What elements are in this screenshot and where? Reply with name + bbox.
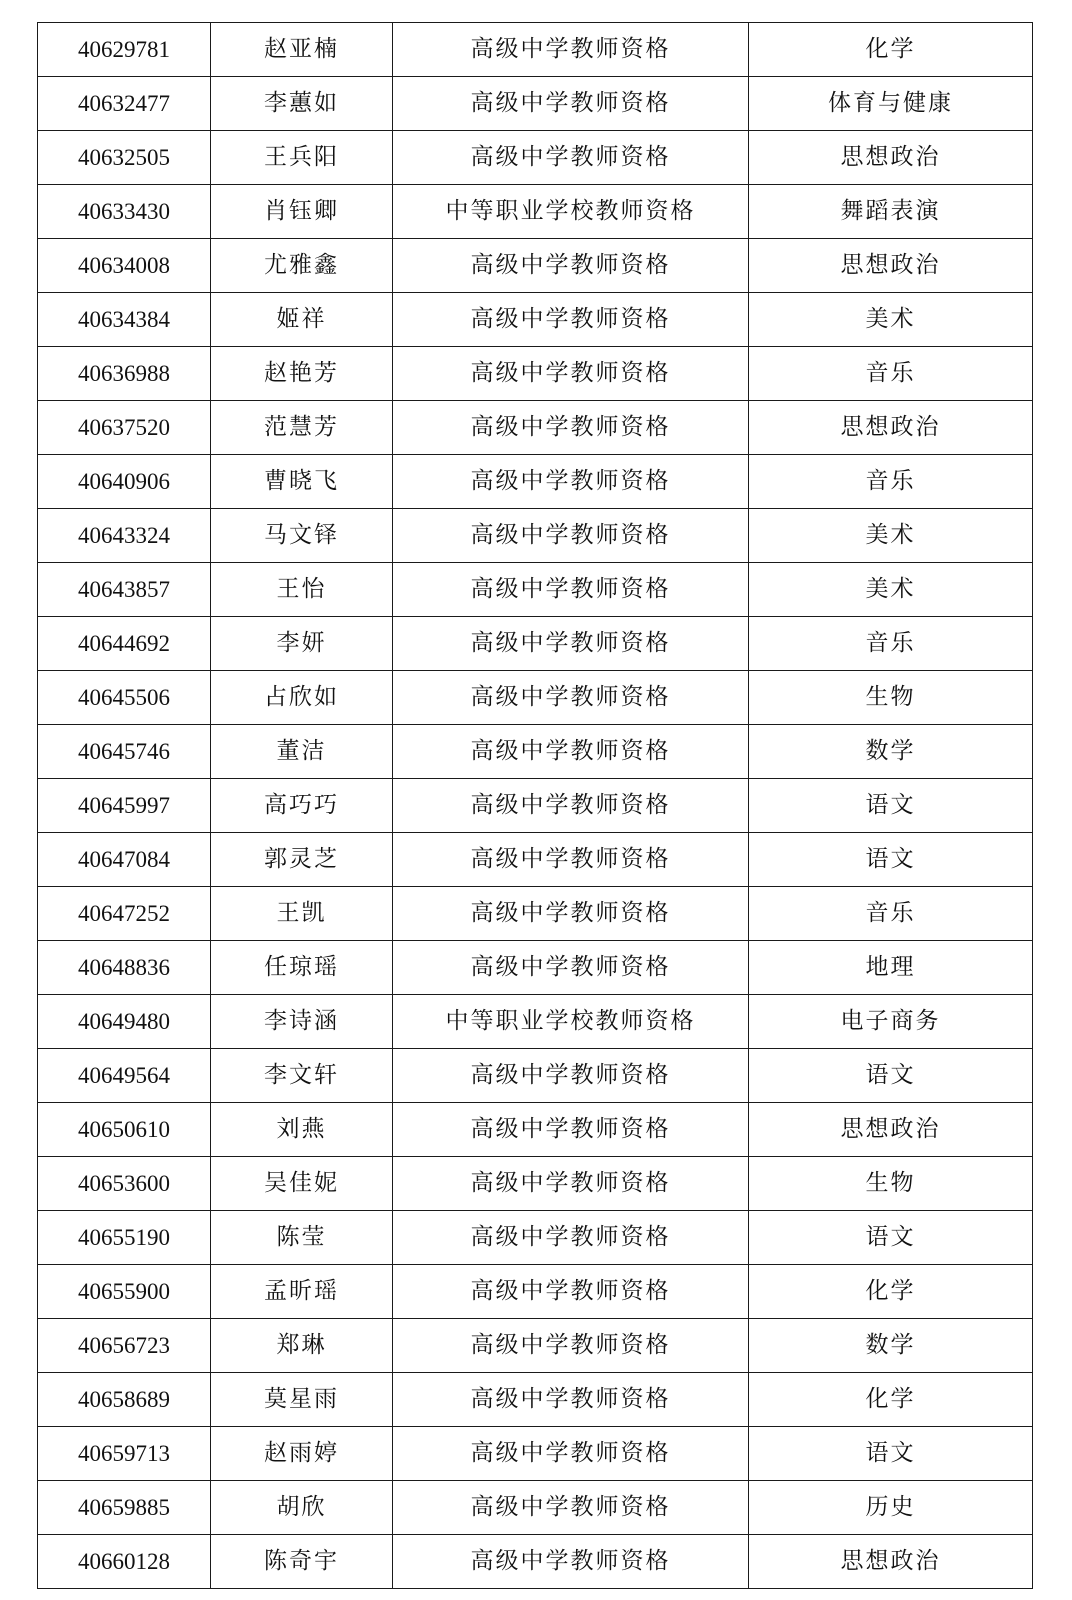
certificate-type-cell: 高级中学教师资格: [393, 347, 749, 401]
candidate-id-cell: 40637520: [38, 401, 211, 455]
table-row: [38, 1265, 1033, 1319]
candidate-id-cell: 40648836: [38, 941, 211, 995]
subject-cell: 地理: [749, 941, 1033, 995]
candidate-id-cell: 40656723: [38, 1319, 211, 1373]
roster-sheet: [37, 22, 1032, 1589]
table-row: [38, 1535, 1033, 1589]
subject-cell: 语文: [749, 1427, 1033, 1481]
subject-cell: 音乐: [749, 617, 1033, 671]
candidate-id-cell: 40647252: [38, 887, 211, 941]
table-row: [38, 455, 1033, 509]
certificate-type-cell: 高级中学教师资格: [393, 1535, 749, 1589]
candidate-id-cell: 40650610: [38, 1103, 211, 1157]
candidate-name-cell: 郭灵芝: [211, 833, 393, 887]
candidate-id-cell: 40655900: [38, 1265, 211, 1319]
candidate-name-cell: 陈奇宇: [211, 1535, 393, 1589]
certificate-type-cell: 高级中学教师资格: [393, 779, 749, 833]
candidate-name-cell: 李蕙如: [211, 77, 393, 131]
subject-cell: 美术: [749, 563, 1033, 617]
subject-cell: 思想政治: [749, 1103, 1033, 1157]
table-row: [38, 1211, 1033, 1265]
subject-cell: 化学: [749, 23, 1033, 77]
candidate-id-cell: 40643857: [38, 563, 211, 617]
table-body: [38, 23, 1033, 1589]
candidate-name-cell: 曹晓飞: [211, 455, 393, 509]
candidate-id-cell: 40632477: [38, 77, 211, 131]
certificate-type-cell: 高级中学教师资格: [393, 1319, 749, 1373]
candidate-name-cell: 王怡: [211, 563, 393, 617]
subject-cell: 历史: [749, 1481, 1033, 1535]
subject-cell: 思想政治: [749, 239, 1033, 293]
certificate-type-cell: 高级中学教师资格: [393, 1481, 749, 1535]
candidate-id-cell: 40647084: [38, 833, 211, 887]
certificate-type-cell: 高级中学教师资格: [393, 671, 749, 725]
certificate-type-cell: 高级中学教师资格: [393, 77, 749, 131]
certificate-type-cell: 高级中学教师资格: [393, 1265, 749, 1319]
candidate-id-cell: 40633430: [38, 185, 211, 239]
table-row: [38, 1481, 1033, 1535]
candidate-name-cell: 占欣如: [211, 671, 393, 725]
subject-cell: 音乐: [749, 347, 1033, 401]
candidate-id-cell: 40658689: [38, 1373, 211, 1427]
teacher-qualification-table: [37, 22, 1033, 1589]
certificate-type-cell: 中等职业学校教师资格: [393, 185, 749, 239]
table-row: [38, 77, 1033, 131]
subject-cell: 数学: [749, 1319, 1033, 1373]
candidate-name-cell: 胡欣: [211, 1481, 393, 1535]
candidate-name-cell: 王凯: [211, 887, 393, 941]
subject-cell: 语文: [749, 833, 1033, 887]
candidate-name-cell: 莫星雨: [211, 1373, 393, 1427]
table-row: [38, 887, 1033, 941]
subject-cell: 思想政治: [749, 1535, 1033, 1589]
candidate-name-cell: 姬祥: [211, 293, 393, 347]
table-row: [38, 401, 1033, 455]
candidate-id-cell: 40649480: [38, 995, 211, 1049]
candidate-name-cell: 吴佳妮: [211, 1157, 393, 1211]
candidate-id-cell: 40644692: [38, 617, 211, 671]
table-row: [38, 941, 1033, 995]
candidate-id-cell: 40645746: [38, 725, 211, 779]
subject-cell: 美术: [749, 293, 1033, 347]
certificate-type-cell: 高级中学教师资格: [393, 887, 749, 941]
candidate-name-cell: 李文轩: [211, 1049, 393, 1103]
candidate-id-cell: 40632505: [38, 131, 211, 185]
table-row: [38, 617, 1033, 671]
table-row: [38, 185, 1033, 239]
candidate-name-cell: 范慧芳: [211, 401, 393, 455]
table-row: [38, 995, 1033, 1049]
table-row: [38, 1049, 1033, 1103]
certificate-type-cell: 高级中学教师资格: [393, 455, 749, 509]
table-row: [38, 563, 1033, 617]
certificate-type-cell: 高级中学教师资格: [393, 833, 749, 887]
certificate-type-cell: 高级中学教师资格: [393, 509, 749, 563]
candidate-id-cell: 40645997: [38, 779, 211, 833]
candidate-id-cell: 40636988: [38, 347, 211, 401]
subject-cell: 语文: [749, 1211, 1033, 1265]
candidate-name-cell: 王兵阳: [211, 131, 393, 185]
candidate-id-cell: 40645506: [38, 671, 211, 725]
subject-cell: 思想政治: [749, 131, 1033, 185]
candidate-name-cell: 李诗涵: [211, 995, 393, 1049]
table-row: [38, 671, 1033, 725]
candidate-name-cell: 马文铎: [211, 509, 393, 563]
candidate-id-cell: 40629781: [38, 23, 211, 77]
candidate-name-cell: 陈莹: [211, 1211, 393, 1265]
candidate-name-cell: 孟昕瑶: [211, 1265, 393, 1319]
subject-cell: 思想政治: [749, 401, 1033, 455]
subject-cell: 音乐: [749, 887, 1033, 941]
candidate-id-cell: 40655190: [38, 1211, 211, 1265]
certificate-type-cell: 高级中学教师资格: [393, 1157, 749, 1211]
certificate-type-cell: 高级中学教师资格: [393, 239, 749, 293]
candidate-name-cell: 肖钰卿: [211, 185, 393, 239]
candidate-name-cell: 赵雨婷: [211, 1427, 393, 1481]
certificate-type-cell: 中等职业学校教师资格: [393, 995, 749, 1049]
certificate-type-cell: 高级中学教师资格: [393, 131, 749, 185]
table-row: [38, 1427, 1033, 1481]
candidate-name-cell: 赵亚楠: [211, 23, 393, 77]
subject-cell: 化学: [749, 1373, 1033, 1427]
candidate-name-cell: 高巧巧: [211, 779, 393, 833]
candidate-name-cell: 任琼瑶: [211, 941, 393, 995]
table-row: [38, 239, 1033, 293]
candidate-name-cell: 尤雅鑫: [211, 239, 393, 293]
certificate-type-cell: 高级中学教师资格: [393, 563, 749, 617]
table-row: [38, 509, 1033, 563]
subject-cell: 美术: [749, 509, 1033, 563]
table-row: [38, 1373, 1033, 1427]
certificate-type-cell: 高级中学教师资格: [393, 401, 749, 455]
candidate-name-cell: 董洁: [211, 725, 393, 779]
subject-cell: 电子商务: [749, 995, 1033, 1049]
certificate-type-cell: 高级中学教师资格: [393, 1103, 749, 1157]
candidate-name-cell: 刘燕: [211, 1103, 393, 1157]
table-row: [38, 23, 1033, 77]
candidate-id-cell: 40634384: [38, 293, 211, 347]
candidate-id-cell: 40643324: [38, 509, 211, 563]
table-row: [38, 293, 1033, 347]
candidate-name-cell: 赵艳芳: [211, 347, 393, 401]
table-row: [38, 725, 1033, 779]
candidate-name-cell: 李妍: [211, 617, 393, 671]
candidate-id-cell: 40659713: [38, 1427, 211, 1481]
table-row: [38, 131, 1033, 185]
candidate-id-cell: 40649564: [38, 1049, 211, 1103]
subject-cell: 数学: [749, 725, 1033, 779]
subject-cell: 化学: [749, 1265, 1033, 1319]
certificate-type-cell: 高级中学教师资格: [393, 1427, 749, 1481]
table-row: [38, 1319, 1033, 1373]
certificate-type-cell: 高级中学教师资格: [393, 293, 749, 347]
subject-cell: 生物: [749, 1157, 1033, 1211]
certificate-type-cell: 高级中学教师资格: [393, 1049, 749, 1103]
subject-cell: 舞蹈表演: [749, 185, 1033, 239]
candidate-id-cell: 40659885: [38, 1481, 211, 1535]
candidate-id-cell: 40640906: [38, 455, 211, 509]
certificate-type-cell: 高级中学教师资格: [393, 23, 749, 77]
table-row: [38, 1103, 1033, 1157]
candidate-name-cell: 郑琳: [211, 1319, 393, 1373]
certificate-type-cell: 高级中学教师资格: [393, 617, 749, 671]
subject-cell: 生物: [749, 671, 1033, 725]
subject-cell: 音乐: [749, 455, 1033, 509]
candidate-id-cell: 40660128: [38, 1535, 211, 1589]
table-row: [38, 1157, 1033, 1211]
subject-cell: 语文: [749, 779, 1033, 833]
candidate-id-cell: 40634008: [38, 239, 211, 293]
certificate-type-cell: 高级中学教师资格: [393, 941, 749, 995]
candidate-id-cell: 40653600: [38, 1157, 211, 1211]
table-row: [38, 347, 1033, 401]
certificate-type-cell: 高级中学教师资格: [393, 1211, 749, 1265]
subject-cell: 体育与健康: [749, 77, 1033, 131]
certificate-type-cell: 高级中学教师资格: [393, 725, 749, 779]
certificate-type-cell: 高级中学教师资格: [393, 1373, 749, 1427]
table-row: [38, 833, 1033, 887]
subject-cell: 语文: [749, 1049, 1033, 1103]
table-row: [38, 779, 1033, 833]
